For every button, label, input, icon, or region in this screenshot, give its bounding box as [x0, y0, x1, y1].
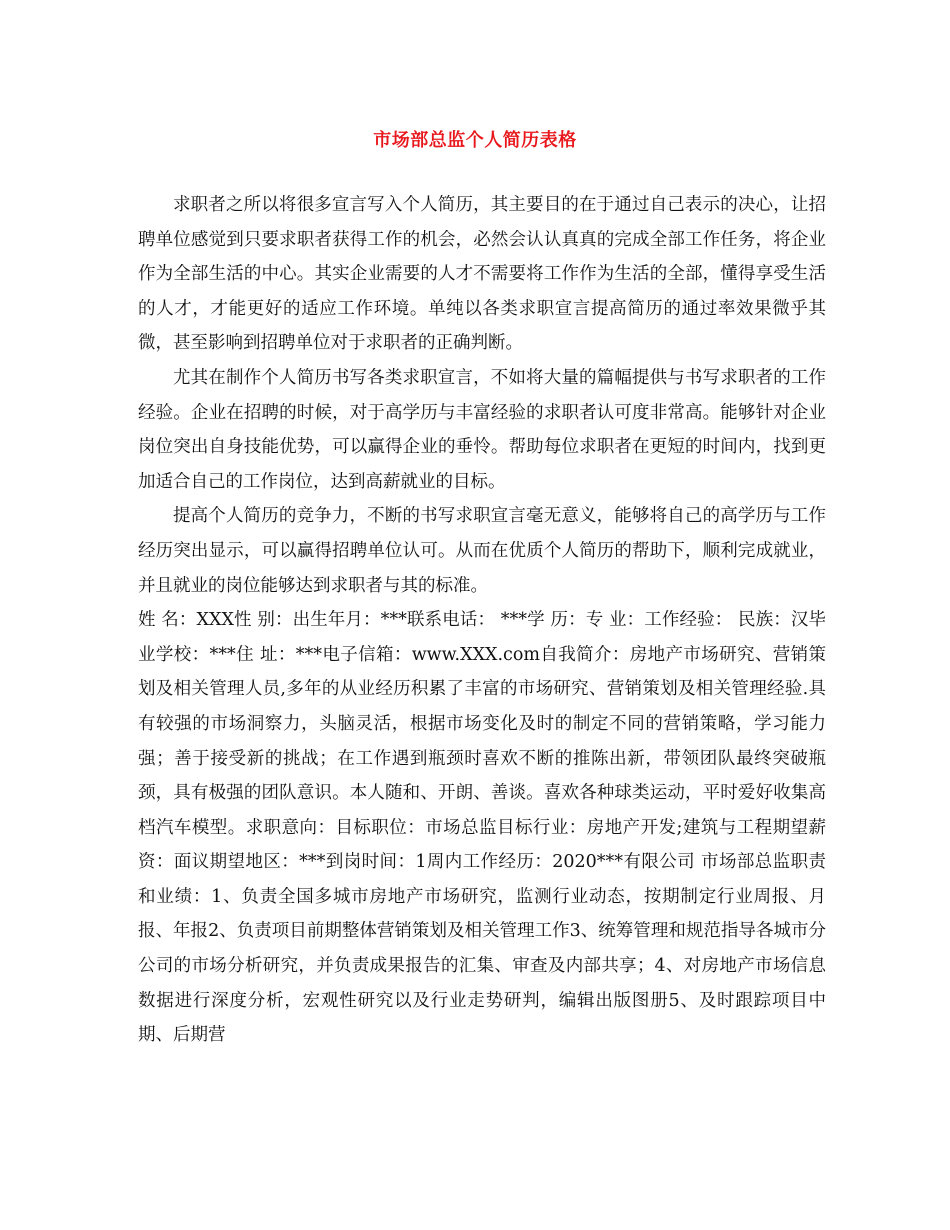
- paragraph-1: 求职者之所以将很多宣言写入个人简历，其主要目的在于通过自己表示的决心，让招聘单位感觉到只要求职者获得工作的机会，必然会认认真真的完成全部工作任务，将企业作为全部生活的中心。其实企业需要的人才不需要将工作作为生活的全部，懂得享受生活的人才，才能更好的适应工作环境。单纯以各类求职宣言提高简历的通过率效果微乎其微，甚至影响到招聘单位对于求职者的正确判断。: [138, 195, 826, 354]
- document-title: 市场部总监个人简历表格: [373, 130, 577, 151]
- paragraph-2: 尤其在制作个人简历书写各类求职宣言，不如将大量的篇幅提供与书写求职者的工作经验。企业在招聘的时候，对于高学历与丰富经验的求职者认可度非常高。能够针对企业岗位突出自身技能优势，可以赢得企业的垂怜。帮助每位求职者在更短的时间内，找到更加适合自己的工作岗位，达到高薪就业的目标。: [138, 367, 826, 492]
- resume-details: 姓 名：XXX性 别：出生年月：***联系电话： ***学 历：专 业：工作经验： 民族：汉毕业学校：***住 址：***电子信箱：www.XXX.com自我简介：房地产市场研究、营销策划及相关管理人员,多年的从业经历积累了丰富的市场研究、营销策划及相关管理经验.具有较强的市场洞察力，头脑灵活，根据市场变化及时的制定不同的营销策略，学习能力强；善于接受新的挑战；在工作遇到瓶颈时喜欢不断的推陈出新，带领团队最终突破瓶颈，具有极强的团队意识。本人随和、开朗、善谈。喜欢各种球类运动，平时爱好收集高档汽车模型。求职意向：目标职位：市场总监目标行业：房地产开发;建筑与工程期望薪资：面议期望地区：***到岗时间：1周内工作经历：2020***有限公司 市场部总监职责和业绩：1、负责全国多城市房地产市场研究，监测行业动态，按期制定行业周报、月报、年报2、负责项目前期整体营销策划及相关管理工作3、统筹管理和规范指导各城市分公司的市场分析研究，并负责成果报告的汇集、审查及内部共享；4、对房地产市场信息数据进行深度分析，宏观性研究以及行业走势研判，编辑出版图册5、及时跟踪项目中期、后期营: [138, 610, 826, 1046]
- document-body: [138, 188, 826, 1053]
- paragraph-3: 提高个人简历的竞争力，不断的书写求职宣言毫无意义，能够将自己的高学历与工作经历突出显示，可以赢得招聘单位认可。从而在优质个人简历的帮助下，顺利完成就业，并且就业的岗位能够达到求职者与其的标准。: [138, 506, 826, 596]
